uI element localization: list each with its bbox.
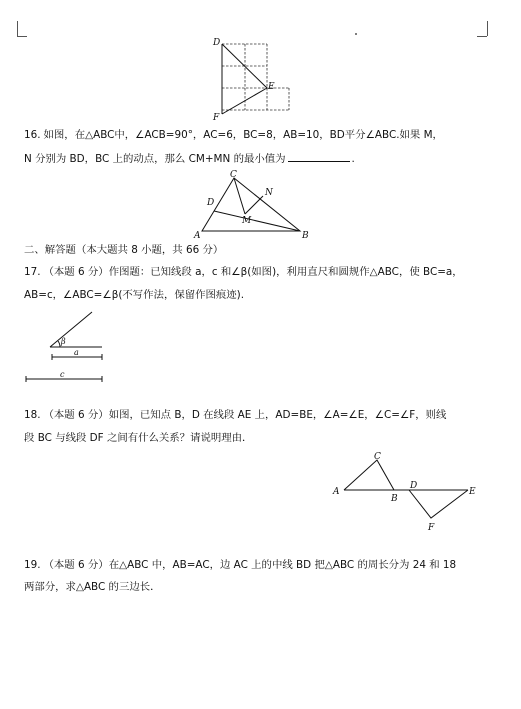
q18-label-a: A: [333, 487, 340, 497]
top-fig-label-d: D: [213, 38, 221, 48]
q17-label-a: a: [74, 348, 79, 357]
q18-figure: [330, 448, 480, 540]
q16-label-b: B: [302, 231, 309, 241]
crop-mark-top-right: [487, 21, 488, 36]
top-fig-label-e: E: [268, 82, 275, 92]
q17-label-beta: β: [61, 337, 66, 346]
q19-text-line1: （本题 6 分）在△ABC 中，AB=AC，边 AC 上的中线 BD 把△ABC 的周长分为 24 和 18: [43, 559, 457, 571]
q16-number: 16.: [24, 129, 41, 141]
q18-label-f: F: [428, 523, 435, 533]
q16-text-line1: 如图，在△ABC中，∠ACB=90°，AC=6，BC=8，AB=10，BD平分∠ABC.如果 M，: [43, 129, 443, 141]
q17-line2: [24, 288, 494, 302]
q16-line1: [24, 128, 494, 142]
crop-mark-top-left: [17, 21, 18, 36]
q19-number: 19.: [24, 559, 41, 571]
q17-text-line1: （本题 6 分）作图题：已知线段 a，c 和∠β(如图)，利用直尺和圆规作△ABC，使 BC=a，: [43, 266, 463, 278]
q16-triangle-figure: [190, 168, 320, 240]
q18-line1: [24, 408, 494, 422]
grid-figure: [205, 34, 305, 124]
q18-line2: [24, 431, 494, 445]
q16-line2: [24, 152, 494, 166]
q19-line1: [24, 558, 494, 572]
crop-dot: [355, 33, 357, 35]
q18-label-e: E: [469, 487, 476, 497]
q16-answer-blank: [288, 152, 350, 162]
q17-text-line2: AB=c，∠ABC=∠β(不写作法，保留作图痕迹).: [24, 289, 245, 301]
q17-line1: [24, 265, 494, 279]
q17-label-c: c: [60, 370, 65, 379]
q16-text-line2-end: .: [351, 153, 355, 165]
section-2-title: 二、解答题（本大题共 8 小题，共 66 分）: [24, 244, 224, 256]
q17-number: 17.: [24, 266, 41, 278]
crop-mark-top-left-h: [17, 36, 27, 37]
q16-label-d: D: [207, 198, 215, 208]
q16-label-a: A: [194, 231, 201, 241]
q16-text-line2: N 分别为 BD，BC 上的动点，那么 CM+MN 的最小值为: [24, 153, 286, 165]
q18-text-line1: （本题 6 分）如图，已知点 B，D 在线段 AE 上，AD=BE，∠A=∠E，∠C=∠F，则线: [43, 409, 447, 421]
q18-label-b: B: [391, 494, 398, 504]
q19-text-line2: 两部分，求△ABC 的三边长．: [24, 581, 161, 593]
q19-line2: [24, 580, 494, 594]
q16-label-c: C: [230, 170, 237, 180]
q18-label-d: D: [410, 481, 418, 491]
q16-label-n: N: [265, 188, 273, 198]
q18-label-c: C: [374, 452, 381, 462]
q18-text-line2: 段 BC 与线段 DF 之间有什么关系？请说明理由．: [24, 432, 253, 444]
q16-label-m: M: [242, 216, 252, 226]
crop-mark-top-right-h: [477, 36, 487, 37]
q17-construction-figure: [22, 306, 112, 386]
q18-number: 18.: [24, 409, 41, 421]
top-fig-label-f: F: [213, 113, 220, 123]
